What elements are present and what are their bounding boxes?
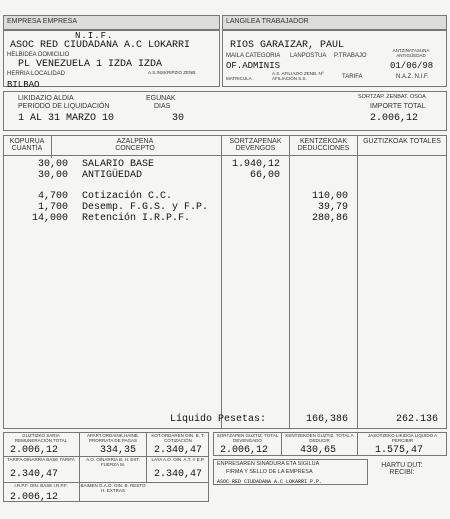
table-row-concept: ANTIGÜEDAD (82, 170, 143, 181)
col-totales: GUZTIZKOAK TOTALES (363, 138, 441, 145)
table-row-qty: 4,700 (37, 191, 68, 202)
table-row-devengo: 66,00 (249, 170, 280, 181)
lanpostua-label: LANPOSTUA (290, 53, 327, 59)
table-row-qty: 30,00 (37, 159, 68, 170)
col-devengos: SORTZAPENAK DEVENGOS (229, 138, 282, 153)
ptrabajo-label: P.TRABAJO (334, 53, 367, 59)
total-label-2: IMPORTE TOTAL (370, 103, 426, 110)
total-value: 2.006,12 (370, 113, 419, 124)
table-row-qty: 14,000 (31, 213, 68, 224)
period-value: 1 AL 31 MARZO 10 (18, 113, 115, 124)
days-value: 30 (172, 113, 185, 124)
at-value: 2.340,47 (154, 469, 203, 480)
afiliazio-label: A.S. AFILIAZIO ZENB. Nº AFILIACIÓN S.S. (272, 71, 324, 81)
inskripzio-label: A.S.INSKRIPZIO ZENB. (148, 70, 197, 75)
table-row-concept: Desemp. F.G.S. y F.P. (82, 202, 209, 213)
col-divider-4 (357, 135, 358, 429)
col-cantidad: KOPURUA CUANTÍA (9, 138, 45, 153)
tarifa-base-label: TARIFA OINARRIA BASE TARIFA (7, 457, 75, 462)
at-label: LAYA A.O. OIN. A.T. Y E.P. (151, 457, 205, 462)
nif-label: N.I.F. (75, 31, 114, 41)
deducir-value: 430,65 (300, 445, 337, 456)
irpf-label: I.R.P.F. OIN. BASE I.R.P.F. (14, 483, 68, 488)
empresa-address: PL VENEZUELA 1 IZDA IZDA (18, 59, 163, 70)
irpf-value: 2.006,12 (10, 492, 59, 503)
days-label-2: DIAS (154, 103, 171, 110)
tarifa-label: TARIFA (342, 74, 363, 80)
tarifa-base-value: 2.340,47 (10, 469, 59, 480)
base-cot-value: 2.340,47 (154, 445, 203, 456)
devengado-value: 2.006,12 (220, 445, 269, 456)
deducir-label: KENTZEKOEN GUZTIZ. TOTAL A DEDUCIR (285, 433, 354, 443)
liquido-percibir-value: 1.575,47 (375, 445, 424, 456)
liquido-label: Líquido Pesetas: (170, 414, 267, 425)
firma-company: ASOC RED CIUDADANA A.C LOKARRI P.P. (217, 479, 323, 485)
days-label-1: EGUNAK (146, 95, 176, 102)
total-label-1: SORTZAP. ZENBAT. OSOA (358, 94, 426, 100)
liquido-value: 166,386 (305, 414, 348, 425)
empresa-title: EMPRESA EMPRESA (7, 18, 78, 25)
maila-label: MAILA CATEGORIA (226, 53, 281, 59)
ad-label: A.O. OINARRIA B. H. EXT. FUERZA M. (86, 457, 140, 467)
naz-label: N.A.Z. N.I.F. (396, 74, 429, 80)
worker-category: OF.ADMINIS (226, 61, 281, 71)
col-deducciones: KENTZEKOAK DEDUCCIONES (297, 138, 350, 153)
liquido-percibir-label: JASOTZEKO LIKIDOA LIQUIDO A PERCIBIR (367, 433, 438, 443)
table-row-deduccion: 39,79 (317, 202, 348, 213)
table-row-deduccion: 110,00 (311, 191, 348, 202)
table-row-concept: Cotización C.C. (82, 191, 173, 202)
period-label-1: LIKIDAZIO ALDIA (18, 95, 74, 102)
col-divider-3 (289, 135, 290, 429)
herria-label: HERRIA LOCALIDAD (7, 71, 66, 77)
worker-seniority: 01/06/98 (390, 61, 434, 71)
table-row-qty: 30,00 (37, 170, 68, 181)
col-divider-1 (51, 135, 52, 158)
prorrata-value: 334,35 (100, 445, 137, 456)
table-row-concept: SALARIO BASE (82, 159, 155, 170)
hartu-label: HARTU DUT: RECIBÍ: (381, 462, 423, 476)
rem-total-label: GUZTIZKO SARIA REMUNERACIÓN TOTAL (14, 433, 68, 443)
rem-total-value: 2.006,12 (10, 445, 59, 456)
trabajador-title: LANGILEA TRABAJADOR (226, 18, 309, 25)
empresa-name: ASOC RED CIUDADANA A.C LOKARRI (10, 40, 191, 51)
table-row-devengo: 1.940,12 (231, 159, 280, 170)
base-cot-label: KOT.ORDAREN OIN. B. T. COTIZACIÓN (151, 433, 205, 443)
firma-label-1: ENPRESAREN SINADURA ETA SIGILUA (217, 461, 320, 467)
table-row-deduccion: 280,86 (311, 213, 348, 224)
worker-name: RIOS GARAIZAR, PAUL (230, 40, 345, 51)
firma-label-2: FIRMA Y SELLO DE LA EMPRESA (226, 469, 313, 475)
col-concepto: AZALPENA CONCEPTO (115, 138, 155, 153)
table-row-concept: Retención I.R.P.F. (82, 213, 191, 224)
prorrata-label: APART.ORDAINK.HAINB. PRORRATA DE PAGAS (86, 433, 140, 443)
helbidea-label: HELBIDEA DOMICILIO (7, 52, 70, 58)
antzinatasuna-label: ANTZINATASUNA ANTIGÜEDAD (392, 48, 430, 58)
matricula-label: MATRICULA (226, 76, 252, 81)
resto-label: BAIMEN G.A.O. OIN. B. RESTO H. EXTRAS (80, 483, 146, 493)
empresa-city: BILBAO (7, 80, 40, 90)
liquido-total: 262.136 (395, 414, 438, 425)
devengado-label: SORTZAPEN GUZTIZ. TOTAL DEVENGADO (216, 433, 279, 443)
table-header-rule (3, 155, 447, 156)
table-row-qty: 1,700 (37, 202, 68, 213)
period-label-2: PERIODO DE LIQUIDACIÓN (18, 103, 110, 110)
